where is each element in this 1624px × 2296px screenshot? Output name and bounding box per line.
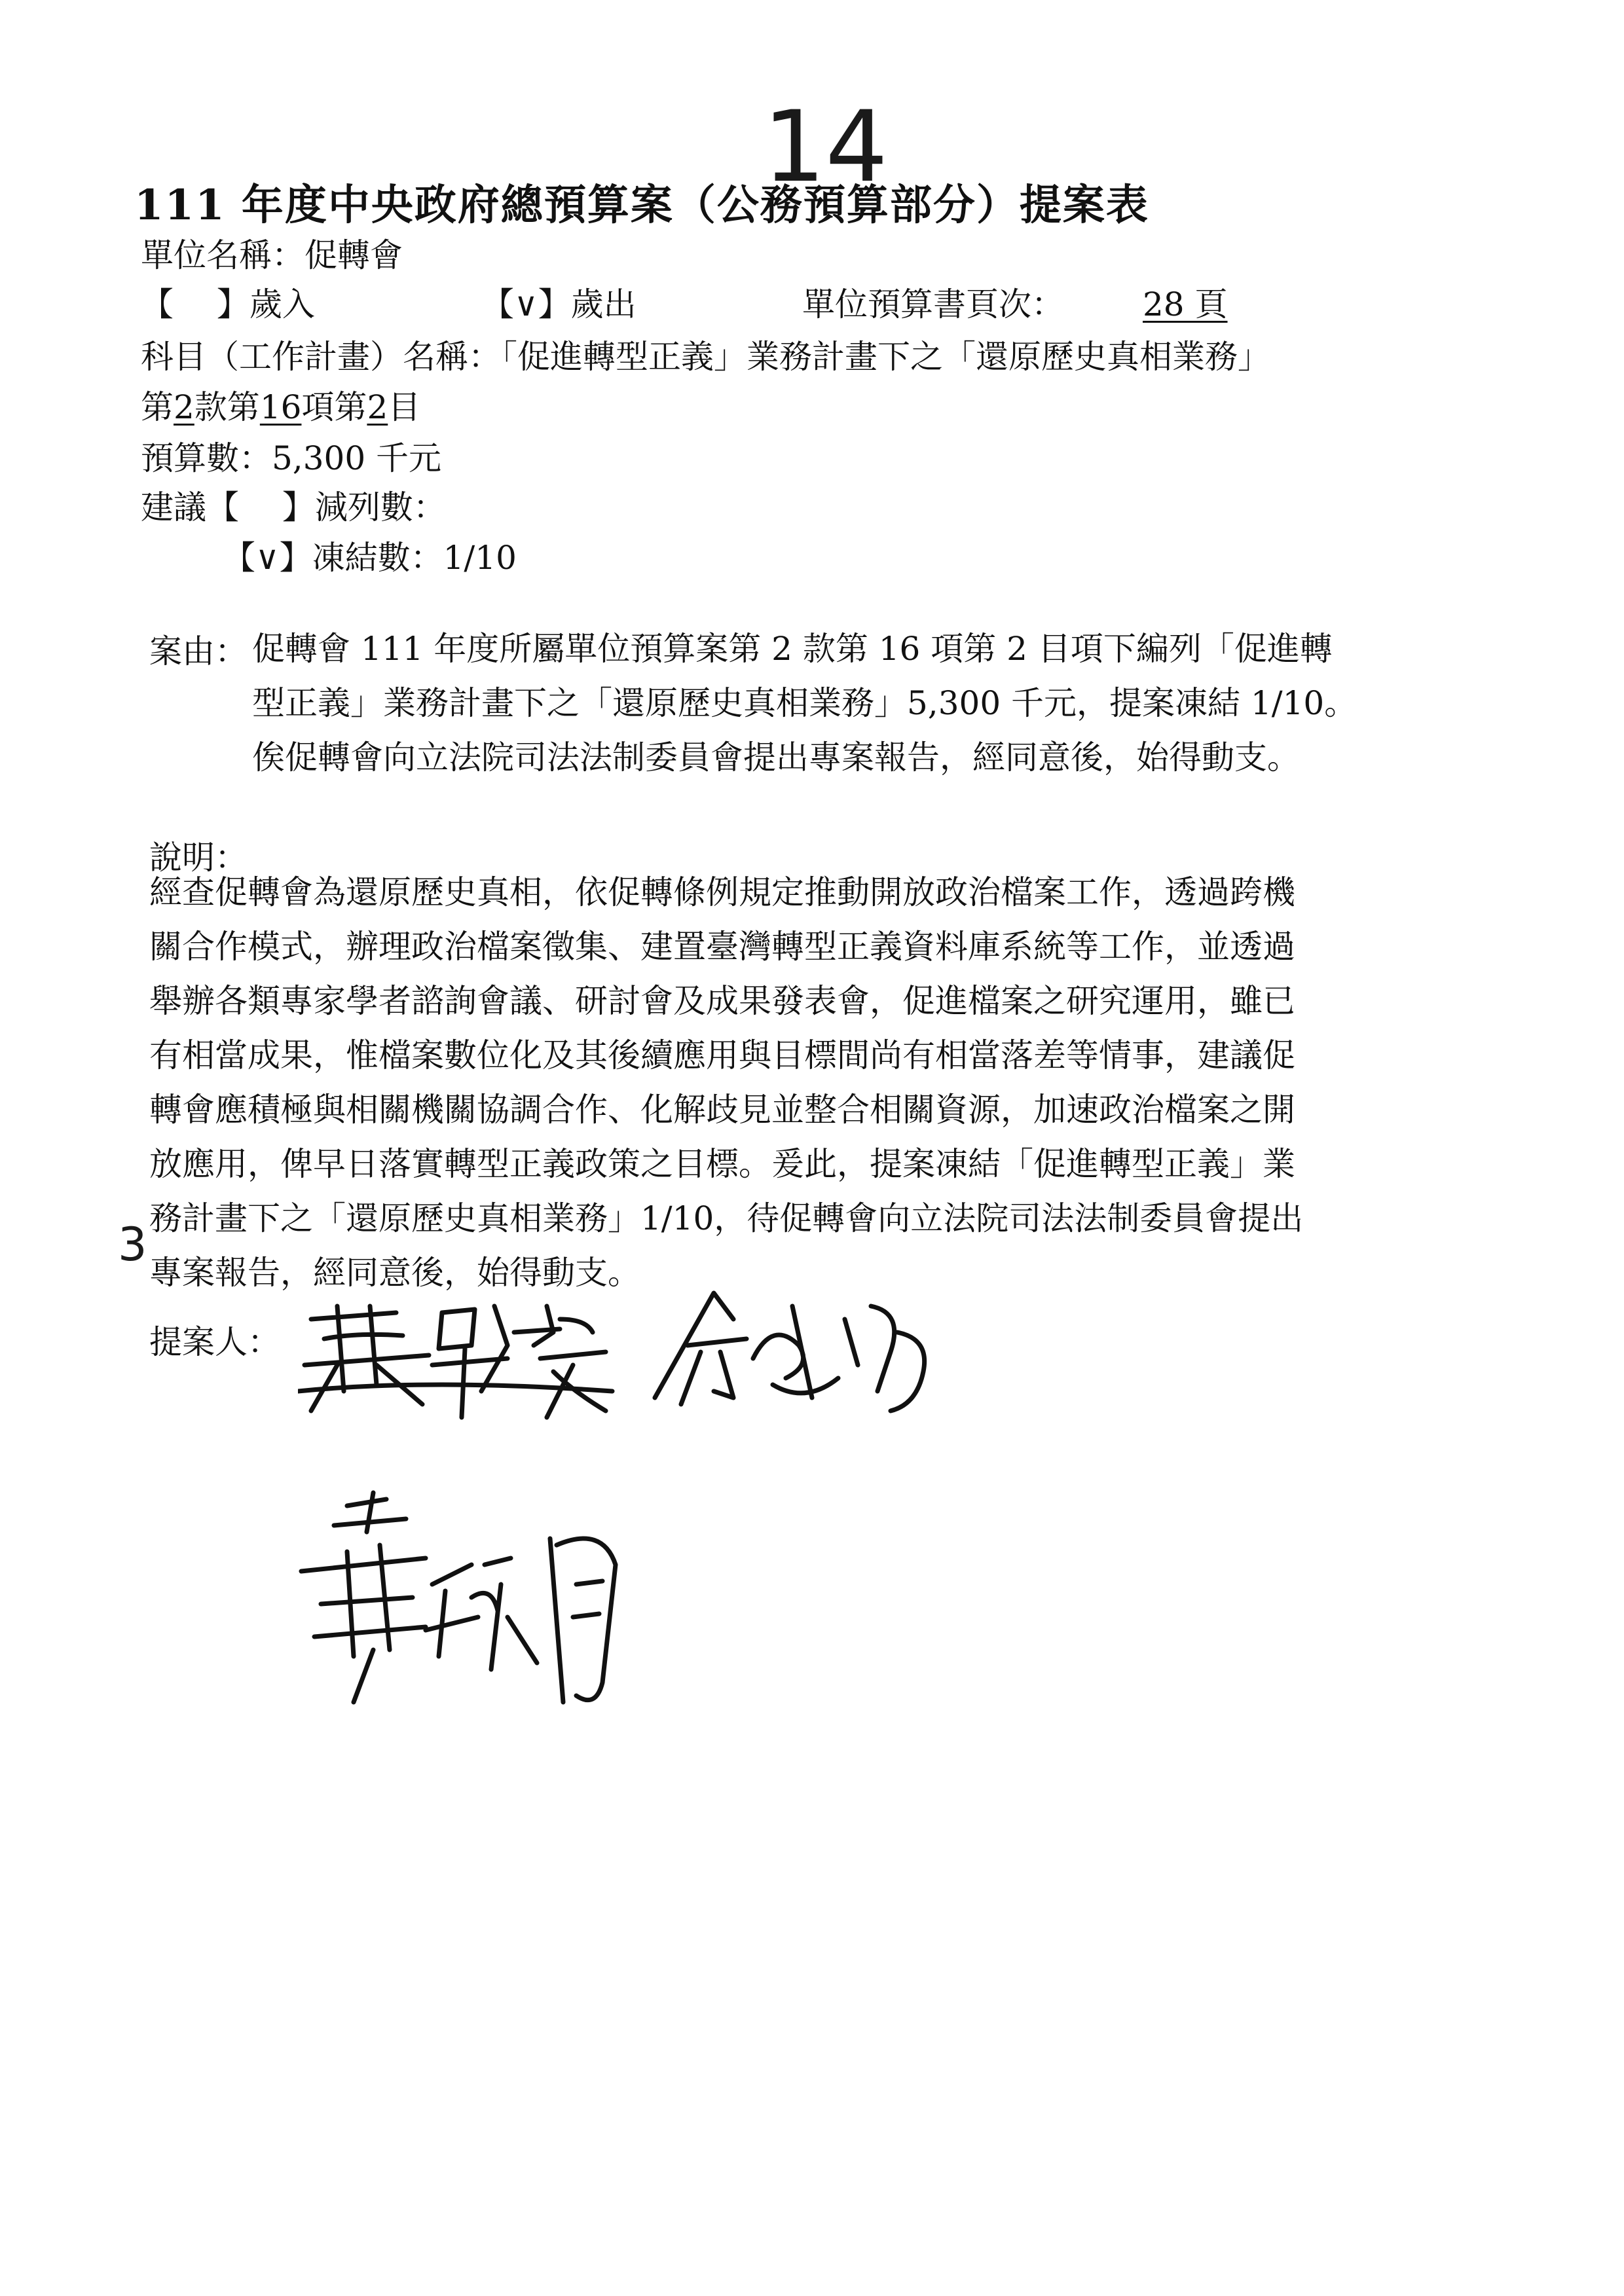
item-text-2: 款第 — [194, 388, 260, 426]
suggestion-freeze: 【∨】凍結數：1/10 — [223, 539, 517, 577]
explanation-line: 關合作模式，辦理政治檔案徵集、建置臺灣轉型正義資料庫系統等工作，並透過 — [149, 928, 1295, 966]
item-text-4: 目 — [388, 388, 421, 426]
case-label: 案由： — [149, 632, 248, 670]
explanation-line: 專案報告，經同意後，始得動支。 — [149, 1254, 640, 1292]
document-title: 111 年度中央政府總預算案（公務預算部分）提案表 — [134, 181, 1149, 230]
signature-1 — [298, 1293, 625, 1424]
explanation-line: 舉辦各類專家學者諮詢會議、研討會及成果發表會，促進檔案之研究運用，雖已 — [149, 982, 1295, 1020]
item-kuan: 2 — [174, 388, 194, 426]
suggestion-reduce: 建議【 】減列數： — [141, 488, 446, 526]
revenue-checkbox: 【 】歲入 — [141, 285, 315, 323]
explanation-text — [149, 866, 1303, 1300]
signature-2 — [642, 1280, 943, 1417]
item-xiang: 16 — [259, 388, 302, 426]
budget-amount: 預算數：5,300 千元 — [141, 439, 442, 477]
proposer-label: 提案人： — [149, 1323, 280, 1361]
unit-name: 單位名稱：促轉會 — [141, 236, 403, 274]
case-line: 促轉會 111 年度所屬單位預算案第 2 款第 16 項第 2 目項下編列「促進轉 — [252, 630, 1333, 668]
explanation-line: 有相當成果，惟檔案數位化及其後續應用與目標間尚有相當落差等情事，建議促 — [149, 1036, 1295, 1074]
page-ref-label: 單位預算書頁次： — [802, 285, 1064, 323]
case-text — [252, 622, 1357, 785]
explanation-line: 轉會應積極與相關機關協調合作、化解歧見並整合相關資源，加速政治檔案之開 — [149, 1091, 1295, 1129]
page-number-handwritten: 14 — [763, 90, 888, 204]
explanation-line: 務計畫下之「還原歷史真相業務」1/10，待促轉會向立法院司法法制委員會提出 — [149, 1199, 1304, 1237]
signature-3 — [275, 1486, 642, 1735]
expenditure-checkbox: 【∨】歲出 — [481, 285, 637, 323]
case-line: 型正義」業務計畫下之「還原歷史真相業務」5,300 千元，提案凍結 1/10。 — [252, 684, 1357, 722]
item-mu: 2 — [367, 388, 388, 426]
item-numbers — [141, 381, 420, 428]
item-text-1: 第 — [141, 388, 174, 426]
page-ref-value: 28 頁 — [1143, 285, 1228, 323]
explanation-label: 說明： — [149, 839, 248, 877]
item-text-3: 項第 — [301, 388, 367, 426]
explanation-line: 放應用，俾早日落實轉型正義政策之目標。爰此，提案凍結「促進轉型正義」業 — [149, 1145, 1295, 1183]
case-line: 俟促轉會向立法院司法法制委員會提出專案報告，經同意後，始得動支。 — [252, 738, 1300, 776]
explanation-line: 經查促轉會為還原歷史真相，依促轉條例規定推動開放政治檔案工作，透過跨機 — [149, 873, 1295, 911]
subject-name: 科目（工作計畫）名稱：「促進轉型正義」業務計畫下之「還原歷史真相業務」 — [141, 338, 1270, 376]
margin-mark-handwritten: 3 — [118, 1218, 147, 1271]
